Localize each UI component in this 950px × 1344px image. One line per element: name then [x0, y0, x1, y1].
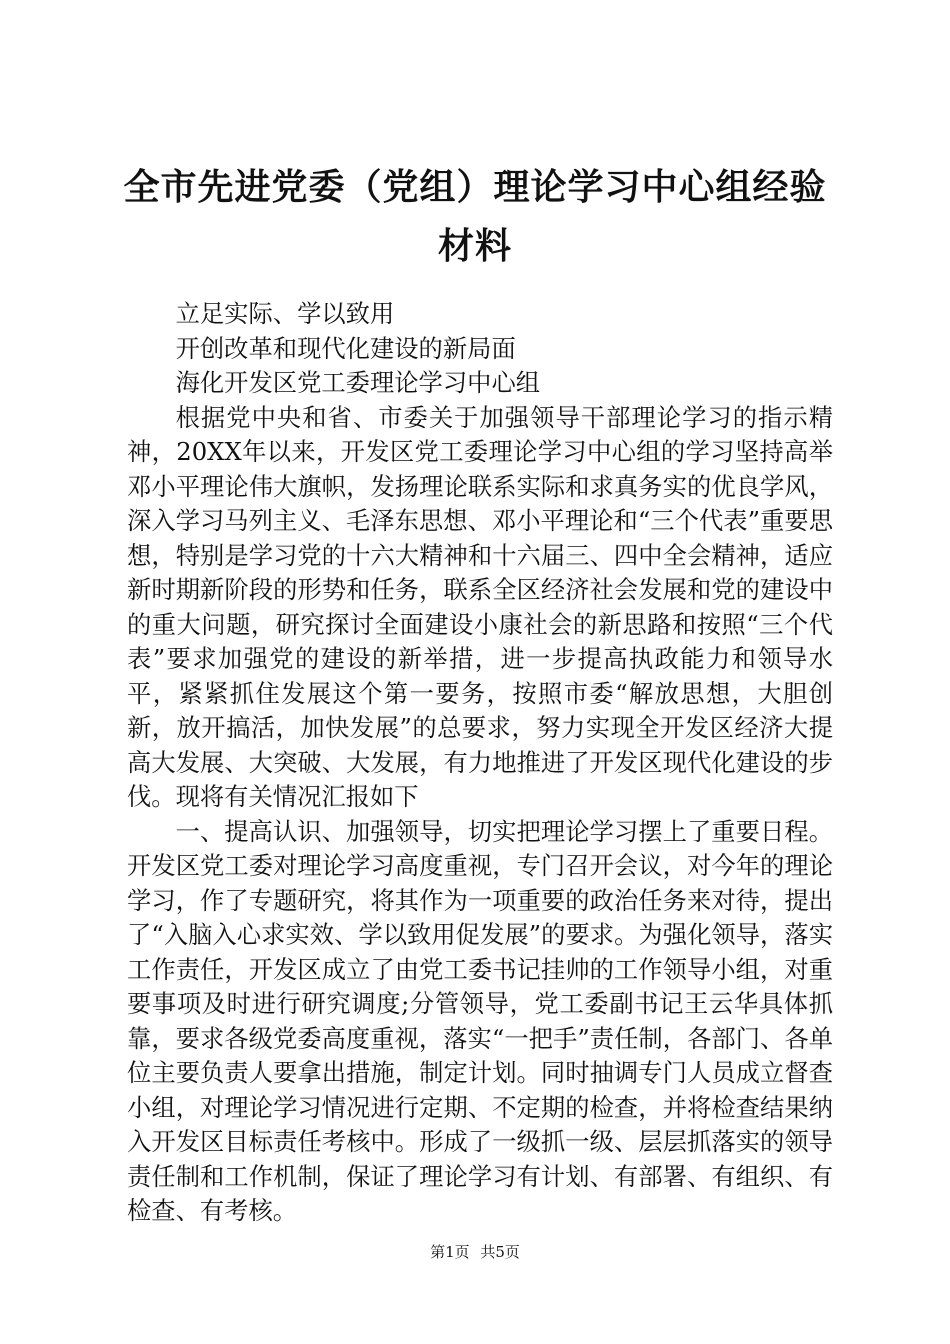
section-one-paragraph: 一、提高认识、加强领导，切实把理论学习摆上了重要日程。开发区党工委对理论学习高度重视，专门召开会议，对今年的理论学习，作了专题研究，将其作为一项重要的政治任务来对待，提出了“入脑入心求实效、学以致用促发展”的要求。为强化领导，落实工作责任，开发区成立了由党工委书记挂帅的工作领导小组，对重要事项及时进行研究调度;分管领导，党工委副书记王云华具体抓靠，要求各级党委高度重视，落实“一把手”责任制，各部门、各单位主要负责人要拿出措施，制定计划。同时抽调专门人员成立督查小组，对理论学习情况进行定期、不定期的检查，并将检查结果纳入开发区目标责任考核中。形成了一级抓一级、层层抓落实的领导责任制和工作机制，保证了理论学习有计划、有部署、有组织、有检查、有考核。 [127, 816, 833, 1225]
page-number: 第1页 [430, 1243, 470, 1261]
intro-paragraph: 根据党中央和省、市委关于加强领导干部理论学习的指示精神，20XX年以来，开发区党工委理论学习中心组的学习坚持高举邓小平理论伟大旗帜，发扬理论联系实际和求真务实的优良学风，深入学习马列主义、毛泽东思想、邓小平理论和“三个代表”重要思想，特别是学习党的十六大精神和十六届三、四中全会精神，适应新时期新阶段的形势和任务，联系全区经济社会发展和党的建设中的重大问题，研究探讨全面建设小康社会的新思路和按照“三个代表”要求加强党的建设的新举措，进一步提高执政能力和领导水平，紧紧抓住发展这个第一要务，按照市委“解放思想，大胆创新，放开搞活，加快发展”的总要求，努力实现全开发区经济大提高大发展、大突破、大发展，有力地推进了开发区现代化建设的步伐。现将有关情况汇报如下 [127, 402, 833, 811]
author-line: 海化开发区党工委理论学习中心组 [175, 368, 541, 397]
page-footer [0, 1242, 950, 1262]
subtitle-line-1: 立足实际、学以致用 [175, 299, 395, 328]
page-total: 共5页 [480, 1243, 520, 1261]
document-title: 全市先进党委（党组）理论学习中心组经验材料 [123, 167, 827, 267]
document-body [127, 297, 833, 1229]
subtitle-line-2: 开创改革和现代化建设的新局面 [175, 333, 516, 363]
